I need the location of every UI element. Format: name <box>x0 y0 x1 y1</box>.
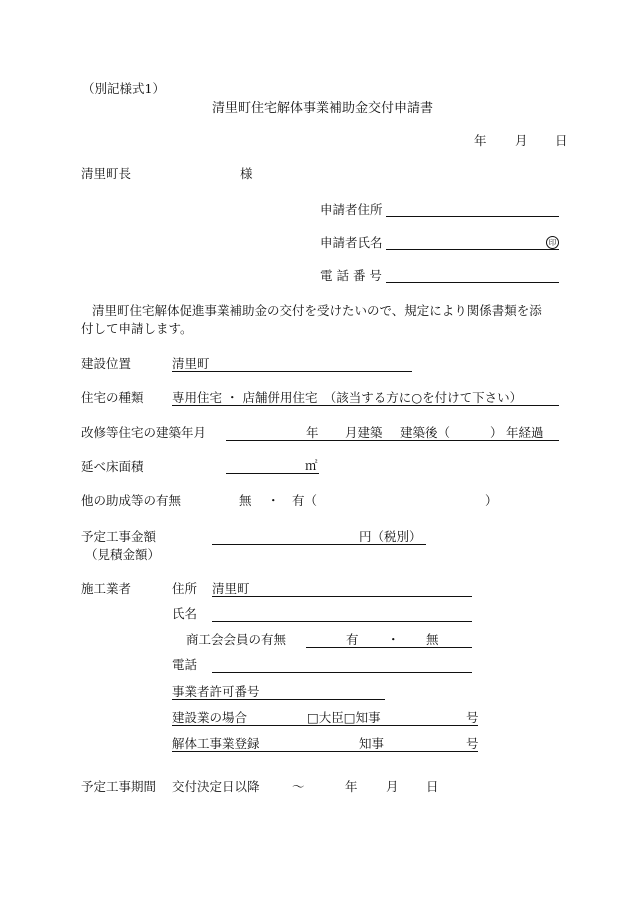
cost-unit: 円（税別） <box>359 529 422 544</box>
contractor-address-field[interactable] <box>212 596 472 597</box>
floor-area-label: 延べ床面積 <box>81 459 144 474</box>
construction-label: 建設業の場合 <box>172 710 248 725</box>
contractor-name-field[interactable] <box>212 621 472 622</box>
page-title: 清里町住宅解体事業補助金交付申請書 <box>212 101 434 116</box>
build-year-elapsed: 年経過 <box>506 425 544 440</box>
other-aid-none[interactable]: 無 <box>239 493 252 508</box>
applicant-phone-label: 電 話 番 号 <box>320 268 382 283</box>
period-start: 交付決定日以降 <box>172 779 260 794</box>
applicant-address-field[interactable] <box>386 216 559 217</box>
build-year-nen: 年 <box>306 425 319 440</box>
applicant-phone-field[interactable] <box>386 282 559 283</box>
location-field[interactable] <box>172 371 412 372</box>
floor-area-field[interactable] <box>226 473 319 474</box>
form-number: （別記様式1） <box>82 81 165 96</box>
chamber-label: 商工会会員の有無 <box>186 632 287 647</box>
date-year-label: 年 <box>474 133 487 148</box>
period-month: 月 <box>386 779 399 794</box>
period-day: 日 <box>426 779 439 794</box>
license-label: 事業者許可番号 <box>172 684 260 699</box>
floor-area-unit: ㎡ <box>305 458 318 473</box>
build-year-after: 建築後（ <box>400 425 451 440</box>
applicant-address-label: 申請者住所 <box>320 202 383 217</box>
housing-type-options[interactable]: 専用住宅 ・ 店舗併用住宅 （該当する方に○を付けて下さい） <box>172 390 523 405</box>
build-year-label: 改修等住宅の建築年月 <box>81 425 207 440</box>
period-year: 年 <box>345 779 358 794</box>
contractor-label: 施工業者 <box>81 581 132 596</box>
housing-type-label: 住宅の種類 <box>81 390 144 405</box>
chamber-no[interactable]: 無 <box>426 632 439 647</box>
seal-mark: 印 <box>546 236 559 249</box>
applicant-name-label: 申請者氏名 <box>320 235 383 250</box>
body-text-line-1: 清里町住宅解体促進事業補助金の交付を受けたいので、規定により関係書類を添 <box>92 303 542 318</box>
date-month-label: 月 <box>515 133 528 148</box>
period-label: 予定工事期間 <box>81 779 157 794</box>
addressee-honorific: 様 <box>240 166 253 181</box>
cost-label-sub: （見積金額） <box>85 547 161 562</box>
contractor-name-label: 氏名 <box>172 606 198 621</box>
build-year-paren-close: ） <box>490 425 503 440</box>
demolition-number-suffix: 号 <box>466 736 479 751</box>
applicant-name-field[interactable] <box>386 249 559 250</box>
contractor-address-value: 清里町 <box>212 581 250 596</box>
cost-label: 予定工事金額 <box>81 529 157 544</box>
location-label: 建設位置 <box>81 356 132 371</box>
construction-value[interactable]: □大臣□知事 <box>307 710 381 725</box>
license-field[interactable] <box>172 699 385 700</box>
body-text-line-2: 付して申請します。 <box>81 321 193 336</box>
cost-field[interactable] <box>212 544 426 545</box>
contractor-phone-field[interactable] <box>212 672 472 673</box>
chamber-yes[interactable]: 有 <box>346 632 359 647</box>
construction-number-suffix: 号 <box>466 710 479 725</box>
demolition-label: 解体工事業登録 <box>172 736 260 751</box>
build-year-month: 月建築 <box>345 425 383 440</box>
period-tilde: ～ <box>292 779 305 794</box>
other-aid-dot: ・ <box>267 493 280 508</box>
contractor-phone-label: 電話 <box>172 657 198 672</box>
contractor-address-label: 住所 <box>172 581 198 596</box>
other-aid-yes[interactable]: 有（ <box>292 493 318 508</box>
build-year-field[interactable] <box>226 440 559 441</box>
addressee-name: 清里町長 <box>81 166 132 181</box>
construction-underline <box>172 725 478 726</box>
other-aid-close: ） <box>485 493 498 508</box>
demolition-underline <box>172 751 478 752</box>
chamber-underline <box>306 647 472 648</box>
chamber-dot: ・ <box>387 632 400 647</box>
date-day-label: 日 <box>555 133 568 148</box>
demolition-value: 知事 <box>359 736 385 751</box>
housing-type-underline <box>172 405 559 406</box>
location-value: 清里町 <box>172 356 210 371</box>
other-aid-label: 他の助成等の有無 <box>81 493 182 508</box>
